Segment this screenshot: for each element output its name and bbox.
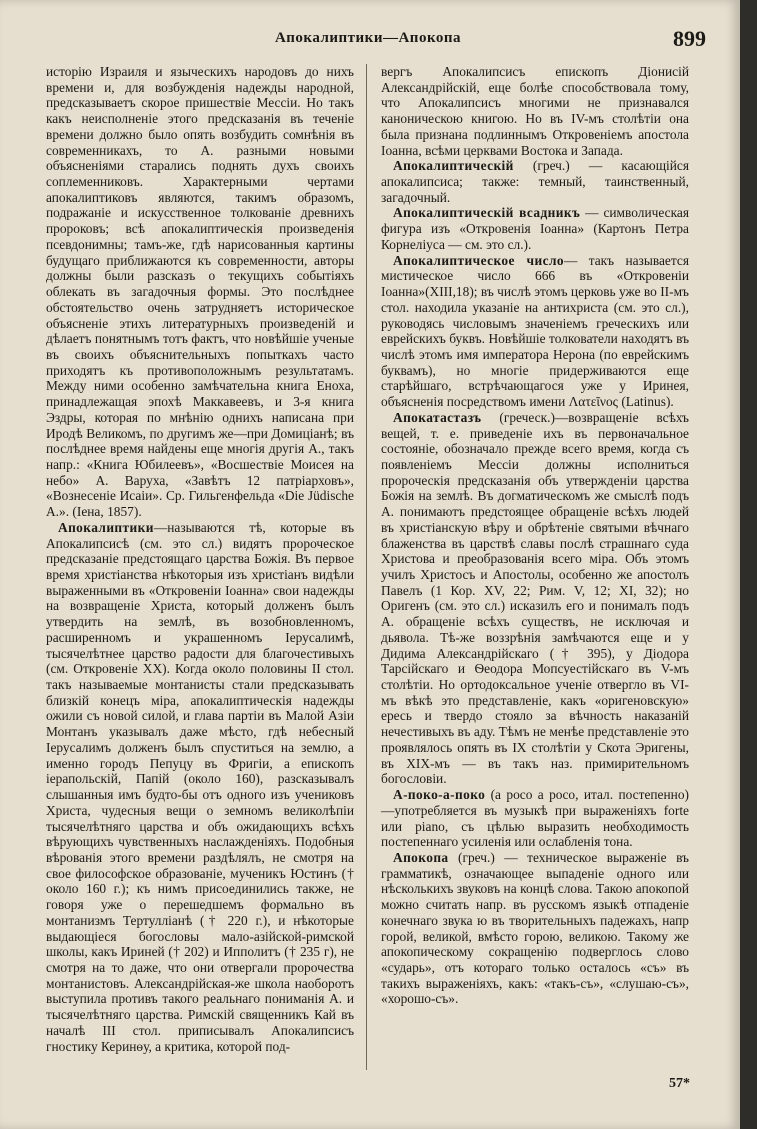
left-column bbox=[46, 64, 354, 1054]
entry-headword: Апокалиптики bbox=[58, 519, 154, 535]
running-header bbox=[40, 26, 706, 54]
entry-headword: Апокалиптическій bbox=[393, 158, 514, 174]
entry-apokaliptiki bbox=[46, 520, 354, 1054]
paragraph: вергъ Апокалипсисъ епископъ Діонисій Александрійскій, еще болѣе способствовала тому, что Апокалипсисъ многими не признавался каноническою книгою. Но въ IV-мъ столѣтіи она была признана подлиннымъ Откровеніемъ апостола Іоанна, всѣми церквами Востока и Запада. bbox=[381, 64, 689, 158]
header-title: Апокалиптики—Апокопа bbox=[274, 30, 462, 46]
entry-chislo bbox=[381, 253, 689, 410]
entry-text: — такъ называется мистическое число 666 въ «Откровеніи Іоанна»(XIII,18); въ числѣ этомъ церковь уже во II-мъ стол. находила указаніе на антихриста (см. это сл.), руководясь числовымъ значеніемъ греческихъ или еврейскихъ буквъ. Новѣйшіе толкователи находятъ въ числѣ этомъ имя императора Нерона (по еврейскимъ буквамъ), но многіе придерживаются еще старѣйшаго, встрѣчающагося уже у Иринея, объясненія посредствомъ имени Λατεῖνος (Latinus). bbox=[381, 252, 689, 410]
entry-a-poco-a-poco bbox=[381, 787, 689, 850]
entry-headword: A-поко-а-поко bbox=[393, 787, 486, 803]
entry-headword: Апокопа bbox=[393, 849, 449, 865]
entry-text: (a poco a poco, итал. постепенно)—употребляется въ музыкѣ при выраженіяхъ forte или piano, съ цѣлью выразить необходимость постепеннаго усиленія или ослабленія тона. bbox=[381, 787, 689, 850]
entry-text: (греч.) — касающійся апокалипсиса; также: темный, таинственный, загадочный. bbox=[381, 158, 689, 205]
entry-headword: Апокалиптическій всадникъ bbox=[393, 205, 581, 221]
printer-signature: 57* bbox=[669, 1076, 690, 1091]
page-number: 899 bbox=[673, 26, 706, 51]
entry-headword: Апокалиптическое число bbox=[393, 252, 564, 268]
entry-text: (греч.) — техническое выраженіе въ грамматикѣ, означающее выпаденіе одного или нѣсколькихъ звуковъ на концѣ слова. Такою апокопой можно считать напр. въ русскомъ языкѣ отпаденіе конечнаго звука ю въ творительныхъ падежахъ, напр горой, великой, вмѣсто горою, великою. Такому же апокопическому сокращенію подверглось слово «сударь», отъ котораго только осталось «съ» въ такихъ выраженіяхъ, какъ: «такъ-съ», «слушаю-съ», «хорошо-съ». bbox=[381, 849, 689, 1007]
entry-text: — символическая фигура изъ «Откровенія Іоанна» (Картонъ Петра Корнеліуса — см. это сл.). bbox=[381, 205, 689, 252]
paragraph: исторію Израиля и языческихъ народовъ до нихъ времени и, для возбужденія надежды народной, предсказываетъ скорое пришествіе Мессіи. Но такъ какъ неисполненіе этого предсказанія въ теченіе времени должно было опять возбудить сомнѣнія въ современникахъ, то А. разными новыми объясненіями старались поднять духъ своихъ соплеменниковъ. Характерными чертами апокалиптиковъ являются, такимъ образомъ, подражаніе и искусственное толкованіе древнихъ пророковъ; всѣ апокалиптическія произведенія псевдонимны; тамъ-же, гдѣ нарисованныя картины будущаго приближаются къ современности, авторы должны были разсказъ о текущихъ событіяхъ облекать въ загадочныя формы. Это послѣднее обстоятельство очень затрудняетъ историческое объясненіе этихъ литературныхъ произведеній и дѣлаетъ понятнымъ тотъ фактъ, что новѣйшіе ученые въ своихъ объяснительныхъ попыткахъ часто приходятъ къ противоположнымъ результатамъ. Между ними особенно замѣчательна книга Еноха, принадлежащая эпохѣ Маккавеевъ, и 3-я книга Эздры, которая по мнѣнію однихъ написана при Иродѣ Великомъ, по другимъ же—при Домиціанѣ; въ послѣднее время найдены еще многія другія А., такъ напр.: «Книга Юбилеевъ», «Восшествіе Моисея на небо» А. Варуха, «Завѣтъ 12 патріарховъ», «Вознесеніе Исаіи». Ср. Гильгенфельда «Die Jüdische A.». (Іена, 1857). bbox=[46, 64, 354, 520]
entry-vsadnik bbox=[381, 205, 689, 252]
column-divider bbox=[366, 64, 367, 1070]
entry-apokopa bbox=[381, 850, 689, 1007]
right-column bbox=[381, 64, 689, 1007]
entry-text: (греческ.)—возвращеніе всѣхъ вещей, т. е. приведеніе ихъ въ первоначальное состояніе, обозначало прежде всего время, когда съ появленіемъ Мессіи должны исполниться пророческія предсказанія объ утвержденіи царства Божія на землѣ. Въ догматическомъ же смыслѣ подъ А. понимаютъ предстоящее обращеніе всѣхъ людей въ христіанскую вѣру и обрѣтеніе святыми вѣчнаго блаженства въ царствѣ славы послѣ страшнаго суда Христова и преобразованія всего міра. Объ этомъ училъ Христосъ и Апостолы, особенно же апостолъ Павелъ (1 Кор. XV, 22; Рим. V, 12; XI, 32); но Оригенъ (см. это сл.) исказилъ его и понималъ подъ А. обращеніе всѣхъ существъ, не исключая и дьявола. Тѣ-же воззрѣнія замѣчаются еще и у Дидима Александрійскаго († 395), у Діодора Тарсійскаго и Ѳеодора Мопсуестійскаго въ V-мъ столѣтіи. Но ортодоксальное ученіе отвергло въ VI-мъ вѣкѣ это представленіе, какъ «оригеновскую» ересь и твердо стояло за вѣчность наказаній нечестивыхъ въ аду. Тѣмъ не менѣе представленіе это проявлялось опять въ IX столѣтіи у Скота Эригены, въ XIX-мъ — въ такъ наз. примирительномъ богословіи. bbox=[381, 409, 689, 787]
entry-apokalipticheskiy bbox=[381, 158, 689, 205]
entry-apokatastaz bbox=[381, 410, 689, 787]
entry-text: —называются тѣ, которые въ Апокалипсисѣ (см. это сл.) видятъ пророческое предсказаніе предстоящаго царства Божія. Въ первое время христіанства нѣкоторыя изъ христіанъ видѣли выраженными въ «Откровеніи Іоанна» свои надежды на возвращеніе Христа, который долженъ былъ утвердить на землѣ, въ возобновленномъ, расширенномъ и украшенномъ Іерусалимѣ, тысячелѣтнее царство радости для благочестивыхъ (см. Откровеніе XX). Когда около половины II стол. такъ называемые монтанисты стали предсказывать близкій конецъ міра, апокалиптическія надежды ожили съ новой силой, и глава партіи въ Малой Азіи Монтанъ указывалъ даже мѣсто, гдѣ небесный Іерусалимъ долженъ былъ спуститься на землю, а именно городъ Пепуцу въ Фригіи, а епископъ іерапольскій, Папій (около 160), разсказывалъ слышанныя имъ будто-бы отъ одного изъ учениковъ Христа, чудесныя вещи о земномъ великолѣпіи тысячелѣтняго царства и объ ожидающихъ всѣхъ вѣрующихъ чувственныхъ наслажденіяхъ. Подобныя вѣрованія этого времени раздѣлялъ, не смотря на свое философское образованіе, мученикъ Юстинъ († около 160 г.); къ нимъ присоединились также, не говоря уже о перешедшемъ формально въ монтанизмъ Тертулліанѣ († 220 г.), и нѣкоторые выдающіеся богословы мало-азійской-римской школы, какъ Ириней († 202) и Ипполитъ († 235 г), не смотря на то даже, что они отвергали пророчества монтанистовъ. Александрійская-же школа наоборотъ выступила противъ такого реальнаго пониманія А. и тысячелѣтняго царства. Римскій священникъ Кай въ началѣ III стол. приписывалъ Апокалипсисъ гностику Керинѳу, а критика, которой под- bbox=[46, 519, 354, 1054]
entry-headword: Апокатастазъ bbox=[393, 409, 482, 425]
